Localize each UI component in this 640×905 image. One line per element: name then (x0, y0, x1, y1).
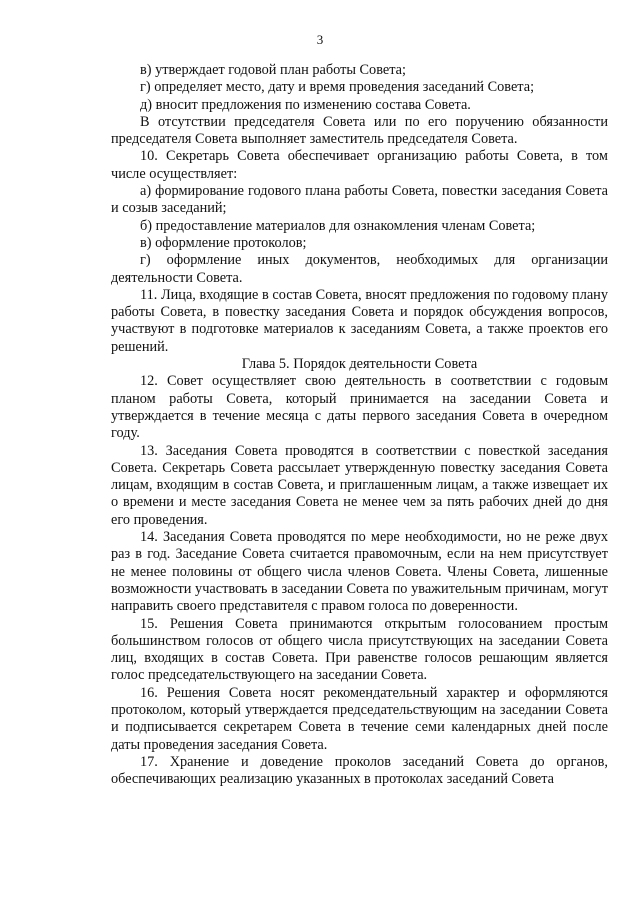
clause-10: 10. Секретарь Совета обеспечивает организацию работы Совета, в том числе осуществляет: (111, 148, 608, 182)
paragraph-deputy-chair: В отсутствии председателя Совета или по его поручению обязанности председателя Совета выполняет заместитель председателя Совета. (111, 113, 608, 148)
clause-14: 14. Заседания Совета проводятся по мере необходимости, но не реже двух раз в год. Заседание Совета считается правомочным, если на нем присутствует не менее половины от общего числа членов Совета. Члены Совета, лишенные возможности участвовать в заседании Совета по уважительным причинам, могут направить своего представителя с правом голоса по доверенности. (111, 529, 608, 615)
page-number: 3 (316, 32, 324, 47)
item-g-meeting-place: г) определяет место, дату и время проведения заседаний Совета; (140, 79, 535, 96)
clause-13: 13. Заседания Совета проводятся в соответствии с повесткой заседания Совета. Секретарь Совета рассылает утвержденную повестку заседания Совета лицам, входящим в состав Совета, и приглашенным лицам, а также извещает их о времени и месте заседания Совета не менее чем за пять рабочих дней до дня его проведения. (111, 442, 608, 528)
clause-11: 11. Лица, входящие в состав Совета, вносят предложения по годовому плану работы Совета, в повестку заседания Совета и порядок обсуждения вопросов, участвуют в подготовке материалов к заседаниям Совета, а также проектов его решений. (111, 286, 608, 355)
item-v-approve-plan: в) утверждает годовой план работы Совета; (140, 62, 406, 78)
document-body (111, 62, 608, 788)
clause-15: 15. Решения Совета принимаются открытым голосованием простым большинством голосов от общего числа присутствующих на заседании Совета лиц, входящих в состав Совета. При равенстве голосов решающим является голос председательствующего на заседании Совета. (111, 615, 608, 684)
clause-17: 17. Хранение и доведение проколов заседаний Совета до органов, обеспечивающих реализацию указанных в протоколах заседаний Совета (111, 753, 608, 788)
item-v-protocols: в) оформление протоколов; (140, 234, 307, 251)
clause-16: 16. Решения Совета носят рекомендательный характер и оформляются протоколом, который утверждается председательствующим на заседании Совета и подписывается секретарем Совета в течение семи календарных дней после даты проведения заседания Совета. (111, 684, 608, 753)
chapter-heading: Глава 5. Порядок деятельности Совета (241, 356, 478, 373)
item-b-materials: б) предоставление материалов для ознакомления членам Совета; (140, 217, 536, 234)
item-d-composition: д) вносит предложения по изменению состава Совета. (140, 96, 471, 113)
item-g-documents: г) оформление иных документов, необходимых для организации деятельности Совета. (111, 252, 608, 286)
item-a-annual-plan: а) формирование годового плана работы Совета, повестки заседания Совета и созыв заседаний; (111, 183, 608, 217)
clause-12: 12. Совет осуществляет свою деятельность в соответствии с годовым планом работы Совета, который принимается на заседании Совета и утверждается в течение месяца с даты первого заседания Совета в очередном году. (111, 373, 608, 442)
